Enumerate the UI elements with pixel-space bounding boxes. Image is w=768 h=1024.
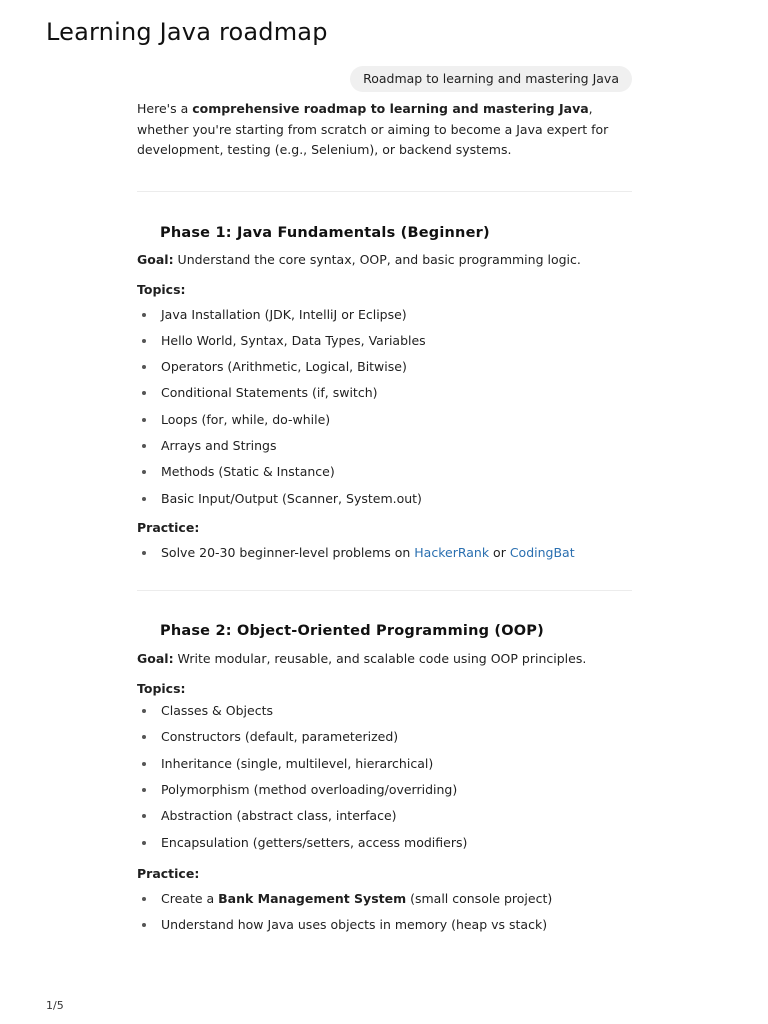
phase-1-topics-list (137, 305, 632, 515)
phase-2-practice-label: Practice: (137, 865, 200, 881)
page-number: 1/5 (46, 999, 64, 1012)
list-item: Arrays and Strings (137, 436, 632, 462)
phase-1-title: Phase 1: Java Fundamentals (Beginner) (160, 224, 490, 241)
list-item: Understand how Java uses objects in memory (heap vs stack) (137, 915, 632, 941)
intro-text-pre: Here's a (137, 101, 193, 116)
phase-2-goal (137, 649, 632, 669)
goal-label: Goal: (137, 251, 174, 267)
phase-2-topics-label: Topics: (137, 681, 186, 697)
list-item: Methods (Static & Instance) (137, 462, 632, 488)
list-item: Basic Input/Output (Scanner, System.out) (137, 489, 632, 515)
codingbat-link[interactable]: CodingBat (509, 544, 575, 560)
practice-text-or: or (489, 544, 510, 560)
practice-text-bold: Bank Management System (218, 890, 407, 906)
list-item: Inheritance (single, multilevel, hierarchical) (137, 754, 632, 780)
response-content (137, 99, 632, 942)
list-item: Encapsulation (getters/setters, access modifiers) (137, 833, 632, 859)
phase-2-title: Phase 2: Object-Oriented Programming (OOP) (160, 623, 544, 640)
phase-1-topics-label: Topics: (137, 281, 186, 297)
phase-1-goal (137, 250, 632, 270)
list-item: Classes & Objects (137, 701, 632, 727)
user-message-bubble: Roadmap to learning and mastering Java (350, 66, 632, 92)
phase-1-practice-list (137, 543, 632, 569)
phase-1-practice-label: Practice: (137, 519, 200, 535)
page-title: Learning Java roadmap (46, 18, 328, 46)
list-item: Constructors (default, parameterized) (137, 727, 632, 753)
list-item: Loops (for, while, do-while) (137, 410, 632, 436)
phase-2-practice-list (137, 889, 632, 942)
divider (137, 590, 632, 591)
list-item: Java Installation (JDK, IntelliJ or Eclipse) (137, 305, 632, 331)
list-item: Conditional Statements (if, switch) (137, 383, 632, 409)
practice-text: (small console project) (406, 890, 553, 906)
practice-text: Solve 20-30 beginner-level problems on (161, 544, 415, 560)
goal-text: Understand the core syntax, OOP, and basic programming logic. (173, 251, 581, 267)
intro-text-post: , whether you're starting from scratch or aiming to become a Java expert for development, testing (e.g., Selenium), or backend systems. (137, 101, 609, 157)
list-item: Operators (Arithmetic, Logical, Bitwise) (137, 357, 632, 383)
list-item: Hello World, Syntax, Data Types, Variables (137, 331, 632, 357)
goal-text: Write modular, reusable, and scalable code using OOP principles. (173, 651, 587, 667)
intro-paragraph (137, 99, 632, 161)
goal-label: Goal: (137, 651, 174, 667)
list-item (137, 889, 632, 915)
practice-text: Create a (161, 890, 219, 906)
list-item: Abstraction (abstract class, interface) (137, 806, 632, 832)
hackerrank-link[interactable]: HackerRank (414, 544, 490, 560)
list-item: Polymorphism (method overloading/overriding) (137, 780, 632, 806)
divider (137, 191, 632, 192)
phase-2-topics-list (137, 701, 632, 859)
list-item (137, 543, 632, 569)
intro-text-bold: comprehensive roadmap to learning and mastering Java (192, 101, 589, 116)
